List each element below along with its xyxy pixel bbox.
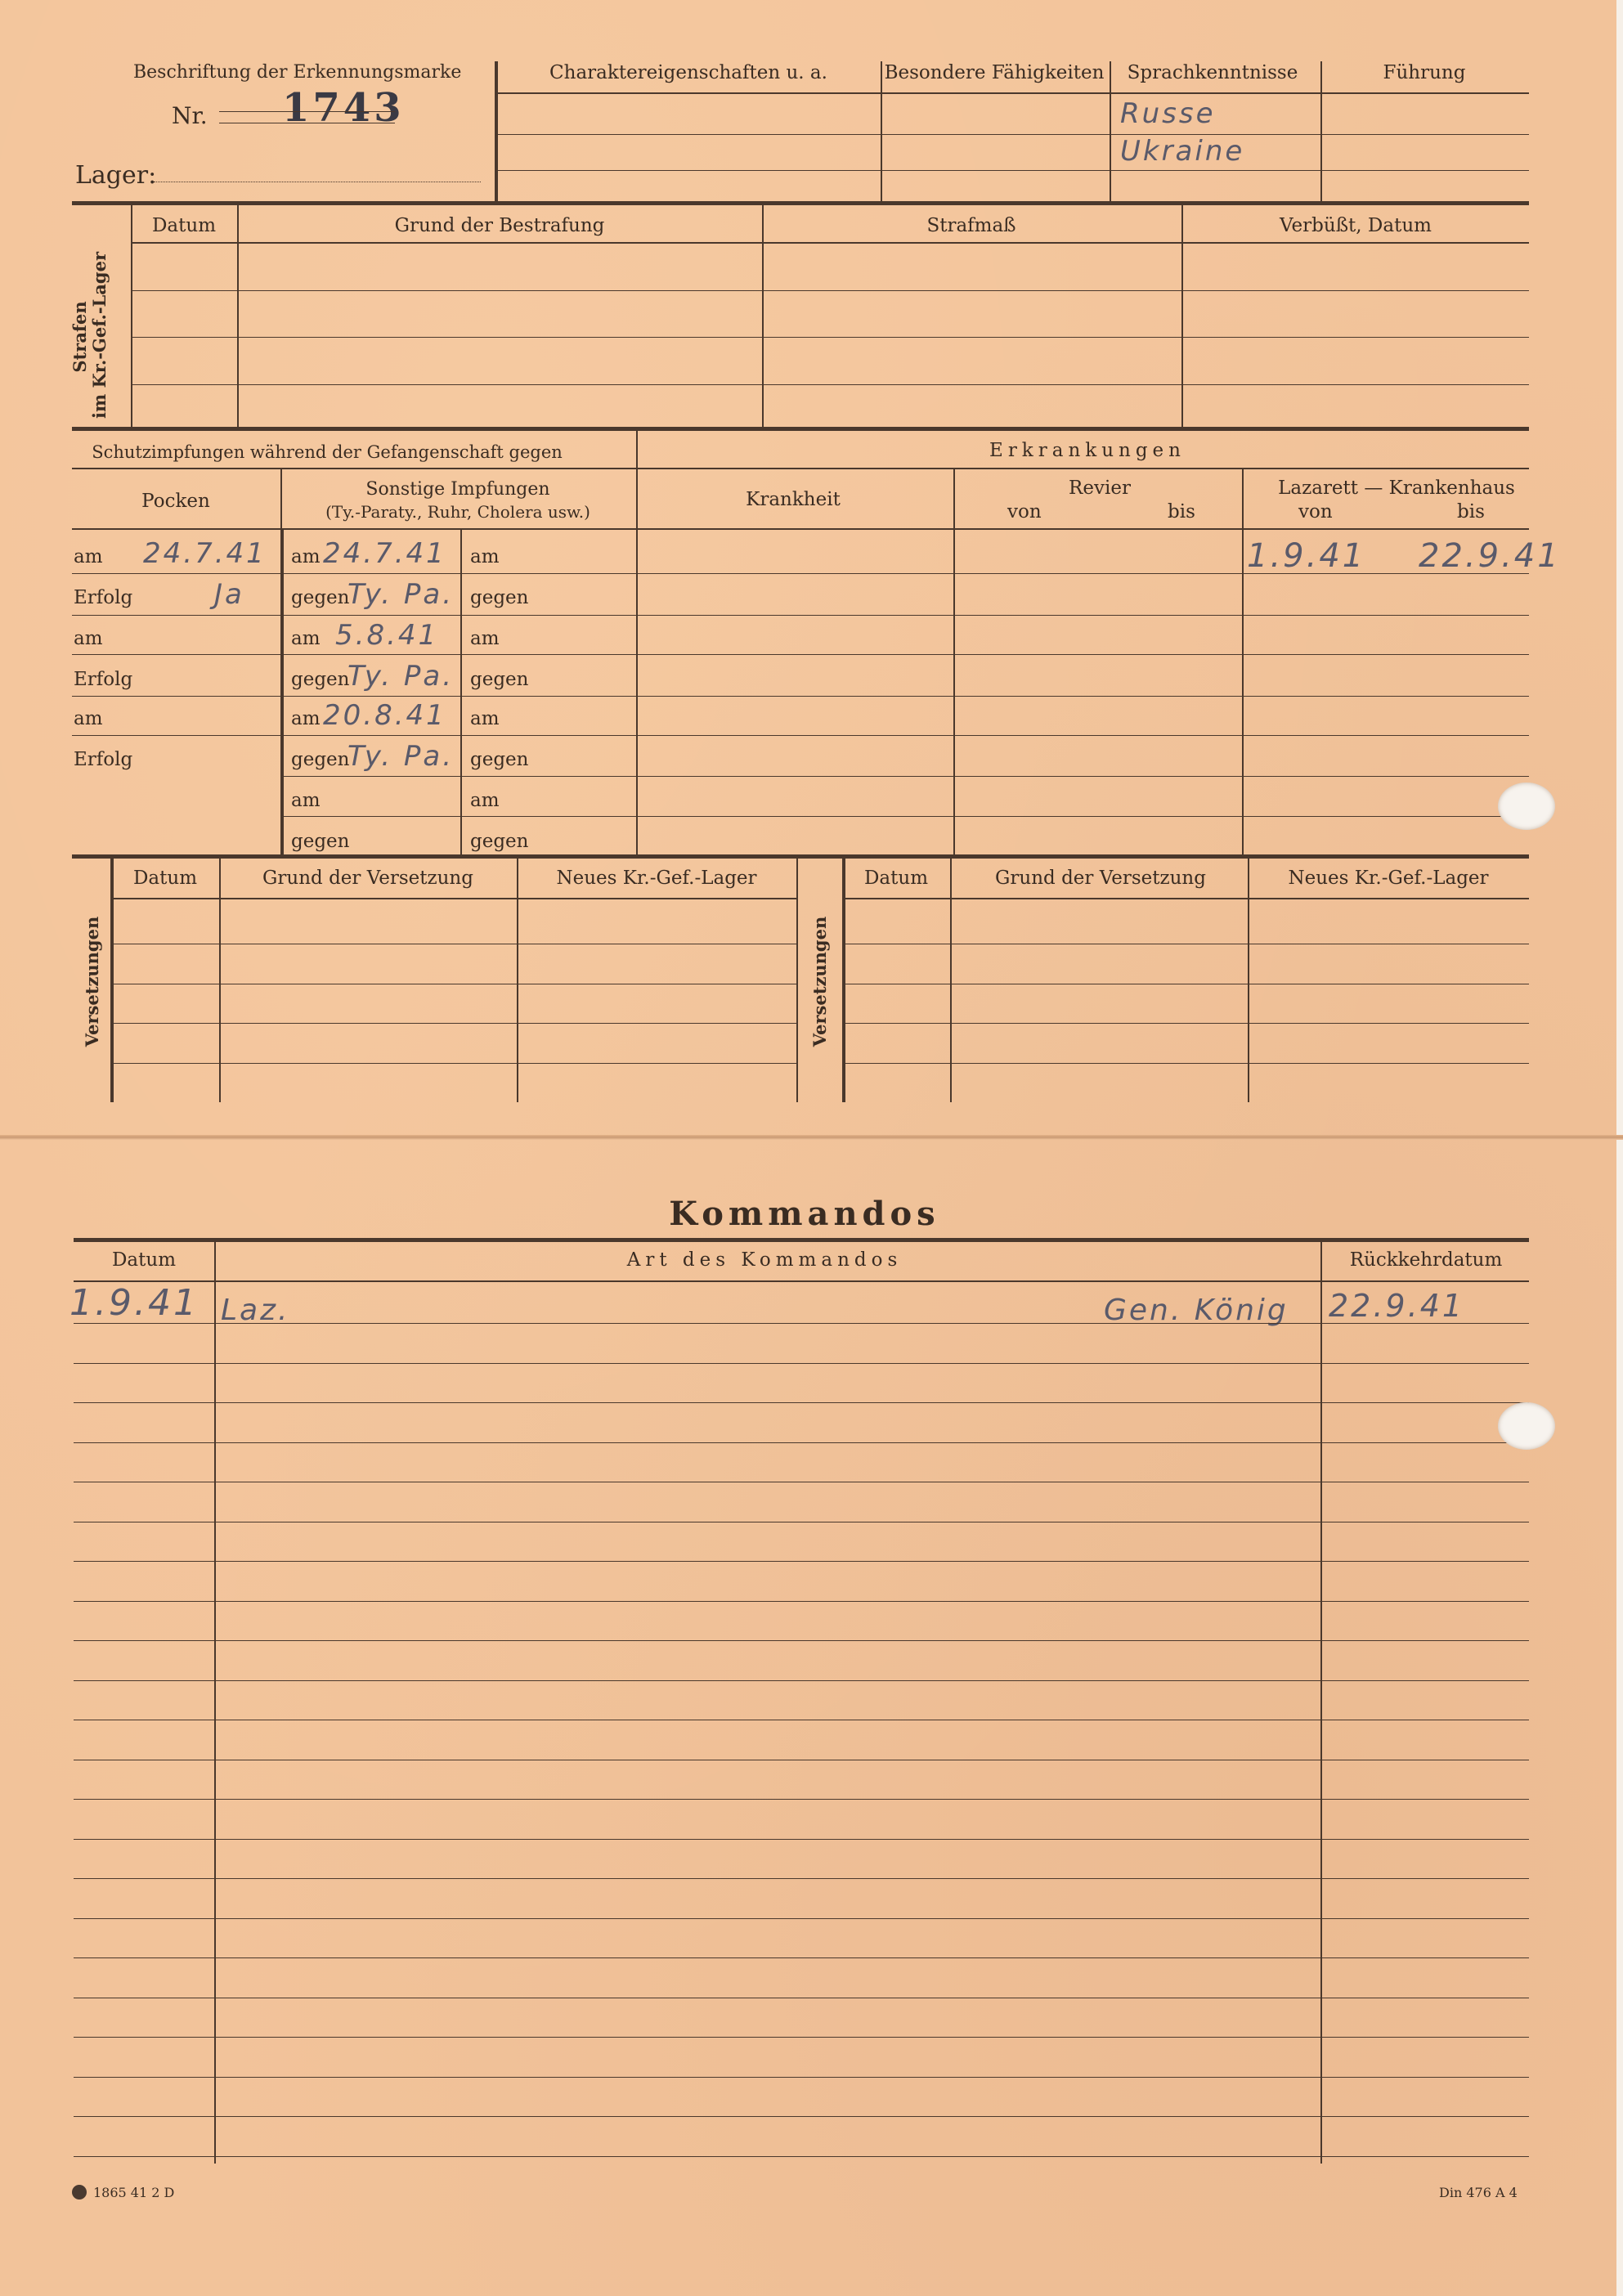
- kommandos-row1-art: Laz.: [221, 1294, 290, 1327]
- sonst2-gegen-1: gegen: [470, 587, 529, 608]
- sonst-am-value-3: 20.8.41: [323, 699, 446, 732]
- sonst-col-line: [460, 530, 462, 856]
- page-fold: [0, 1135, 1623, 1140]
- kommandos-col-line: [1320, 1240, 1322, 2164]
- header-row-line: [496, 170, 1529, 171]
- versetz-lager-right: Neues Kr.-Gef.-Lager: [1288, 868, 1489, 889]
- sonst-am-value-2: 5.8.41: [335, 619, 439, 652]
- strafen-row-line: [131, 242, 1529, 244]
- erkr-col-line: [1242, 469, 1244, 856]
- charakter-header: Charaktereigenschaften u. a.: [549, 62, 827, 83]
- sprache-entry-1: Russe: [1120, 97, 1216, 130]
- versetz-grund-right: Grund der Versetzung: [995, 868, 1206, 889]
- kommandos-row-line: [74, 1363, 1529, 1364]
- versetz-col-line: [110, 857, 114, 1102]
- erkr-grid-line: [636, 654, 1529, 655]
- impf-row-line: [72, 468, 1529, 469]
- pocken-erfolg-2: Erfolg: [74, 669, 133, 690]
- kommandos-row-line: [74, 1442, 1529, 1443]
- kommandos-row-line: [74, 2037, 1529, 2038]
- lazarett-bis-value: 22.9.41: [1419, 537, 1561, 575]
- versetz-row-line: [110, 1063, 797, 1064]
- revier-header: Revier: [1069, 478, 1131, 499]
- kommandos-row1-datum: 1.9.41: [69, 1282, 199, 1324]
- nr-value: 1743: [282, 85, 405, 131]
- versetz-row-line: [842, 1023, 1529, 1024]
- fuehrung-header: Führung: [1383, 62, 1466, 83]
- impf-grid-line: [72, 735, 636, 736]
- kommandos-row-line: [74, 1640, 1529, 1641]
- pocken-erfolg-1: Erfolg: [74, 587, 133, 608]
- strafen-strafmass-header: Strafmaß: [926, 215, 1016, 236]
- pocken-am-2: am: [74, 628, 103, 649]
- versetz-col-line: [219, 857, 221, 1102]
- sonst-gegen-1: gegen: [291, 587, 350, 608]
- erkr-grid-line: [636, 816, 1529, 817]
- sonst-am-2: am: [291, 628, 321, 649]
- kommandos-row1-rueckkehr: 22.9.41: [1329, 1288, 1465, 1324]
- sonst-am-3: am: [291, 708, 321, 729]
- kommandos-title: Kommandos: [669, 1195, 940, 1233]
- kommandos-header-line: [74, 1280, 1529, 1282]
- pocken-erfolg-value: Ja: [214, 578, 244, 611]
- kommandos-rueckkehr-header: Rückkehrdatum: [1349, 1249, 1503, 1271]
- kommandos-col-line: [214, 1240, 216, 2164]
- pocken-am-1: am: [74, 546, 103, 567]
- impf-row-line: [72, 528, 1529, 530]
- sonst2-am-4: am: [470, 790, 500, 811]
- erkr-grid-line: [636, 573, 1529, 574]
- strafen-row-line: [131, 290, 1529, 291]
- kommandos-row-line: [74, 1680, 1529, 1681]
- versetz-col-line: [1248, 857, 1249, 1102]
- sonst2-am-3: am: [470, 708, 500, 729]
- impf-grid-line: [72, 696, 636, 697]
- sonst-gegen-2: gegen: [291, 669, 350, 690]
- versetz-row-line: [842, 1063, 1529, 1064]
- sonst2-gegen-3: gegen: [470, 749, 529, 770]
- lager-label: Lager:: [75, 161, 157, 190]
- versetz-row-line: [110, 1023, 797, 1024]
- sonst2-gegen-2: gegen: [470, 669, 529, 690]
- lazarett-bis: bis: [1457, 501, 1485, 522]
- footer-right: Din 476 A 4: [1439, 2185, 1518, 2200]
- impf-grid-line: [72, 654, 636, 655]
- kommandos-art-header: Art des Kommandos: [626, 1249, 903, 1271]
- erkennungsmarke-label: Beschriftung der Erkennungsmarke: [133, 62, 462, 83]
- strafen-col-line: [1181, 203, 1183, 428]
- versetz-datum-right: Datum: [863, 868, 929, 889]
- strafen-row-line: [131, 384, 1529, 385]
- versetz-row-line: [842, 898, 1529, 899]
- versetz-col-line: [842, 857, 845, 1102]
- sonst-gegen-value-3: Ty. Pa.: [347, 740, 455, 773]
- kommandos-row-line: [74, 1323, 1529, 1324]
- erkr-grid-line: [636, 696, 1529, 697]
- erkr-grid-line: [636, 735, 1529, 736]
- header-row-line: [496, 134, 1529, 135]
- erkr-grid-line: [636, 615, 1529, 616]
- versetzungen-side-label-left: Versetzungen: [82, 916, 102, 1047]
- strafen-side-label: Strafen im Kr.-Gef.-Lager: [69, 251, 110, 419]
- kommandos-top-line: [74, 1238, 1529, 1242]
- kommandos-row-line: [74, 2116, 1529, 2117]
- kommandos-row-line: [74, 1402, 1529, 1403]
- versetz-col-line: [517, 857, 518, 1102]
- versetz-datum-left: Datum: [132, 868, 198, 889]
- sonst-col-line: [282, 530, 284, 856]
- versetz-col-line: [950, 857, 952, 1102]
- kommandos-row-line: [74, 1601, 1529, 1602]
- sonst-gegen-4: gegen: [291, 831, 350, 852]
- faehigkeiten-header: Besondere Fähigkeiten: [884, 62, 1105, 83]
- sonstige-header-1: Sonstige Impfungen: [365, 479, 550, 500]
- section-divider: [72, 201, 1529, 205]
- sonst-gegen-value-1: Ty. Pa.: [347, 578, 455, 611]
- kommandos-row1-note: Gen. König: [1104, 1294, 1289, 1327]
- lazarett-von-value: 1.9.41: [1247, 537, 1366, 575]
- header-divider: [1110, 61, 1111, 202]
- header-divider: [881, 61, 882, 202]
- versetz-col-line: [796, 857, 798, 1102]
- sonst2-am-1: am: [470, 546, 500, 567]
- sonst-am-value-1: 24.7.41: [323, 537, 446, 570]
- kommandos-row-line: [74, 2077, 1529, 2078]
- pocken-am-value: 24.7.41: [143, 537, 267, 570]
- header-divider: [1320, 61, 1322, 202]
- header-divider: [495, 61, 498, 202]
- erkrankungen-header: Erkrankungen: [989, 440, 1186, 461]
- kommandos-row-line: [74, 1799, 1529, 1800]
- strafen-col-line: [762, 203, 764, 428]
- lazarett-von: von: [1298, 501, 1333, 522]
- section-divider: [72, 427, 1529, 431]
- impf-grid-line: [282, 776, 636, 777]
- kommandos-row-line: [74, 1839, 1529, 1840]
- sonst2-gegen-4: gegen: [470, 831, 529, 852]
- revier-bis: bis: [1168, 501, 1195, 522]
- versetz-lager-left: Neues Kr.-Gef.-Lager: [556, 868, 757, 889]
- kommandos-row-line: [74, 1878, 1529, 1879]
- sonstige-header-2: (Ty.-Paraty., Ruhr, Cholera usw.): [325, 502, 590, 522]
- kommandos-row-line: [74, 1957, 1529, 1958]
- strafen-col-line: [237, 203, 239, 428]
- krankheit-header: Krankheit: [746, 489, 841, 510]
- strafen-datum-header: Datum: [151, 215, 217, 236]
- punch-hole: [1498, 1402, 1555, 1450]
- kommandos-row-line: [74, 2156, 1529, 2157]
- impfungen-header: Schutzimpfungen während der Gefangenschaft gegen: [92, 442, 563, 462]
- kommandos-row-line: [74, 1918, 1529, 1919]
- sprache-entry-2: Ukraine: [1120, 135, 1245, 168]
- sonst-gegen-3: gegen: [291, 749, 350, 770]
- kommandos-datum-header: Datum: [111, 1249, 177, 1271]
- strafen-col-line: [131, 203, 132, 428]
- pocken-erfolg-3: Erfolg: [74, 749, 133, 770]
- impf-erkr-divider: [636, 429, 638, 856]
- footer-left: 1865 41 2 D: [93, 2185, 175, 2200]
- header-row-line: [496, 92, 1529, 94]
- impf-grid-line: [282, 816, 636, 817]
- nr-underline: [219, 111, 395, 112]
- strafen-row-line: [131, 337, 1529, 338]
- impf-grid-line: [72, 573, 636, 574]
- versetz-grund-left: Grund der Versetzung: [262, 868, 473, 889]
- erkr-grid-line: [636, 776, 1529, 777]
- versetzungen-side-label-right: Versetzungen: [809, 916, 830, 1047]
- erkr-col-line: [953, 469, 955, 856]
- pocken-am-3: am: [74, 708, 103, 729]
- pocken-header: Pocken: [141, 491, 210, 512]
- strafen-verbuesst-header: Verbüßt, Datum: [1280, 215, 1432, 236]
- sonst-am-4: am: [291, 790, 321, 811]
- sprachkenntnisse-header: Sprachkenntnisse: [1127, 62, 1298, 83]
- strafen-grund-header: Grund der Bestrafung: [394, 215, 605, 236]
- kommandos-row-line: [74, 1561, 1529, 1562]
- sonst2-am-2: am: [470, 628, 500, 649]
- impf-grid-line: [72, 615, 636, 616]
- section-divider: [72, 854, 1529, 859]
- punch-hole: [1498, 783, 1555, 830]
- sonst-am-1: am: [291, 546, 321, 567]
- nr-label: Nr.: [172, 102, 208, 129]
- page-edge: [1616, 0, 1623, 2296]
- revier-von: von: [1007, 501, 1042, 522]
- sonst-gegen-value-2: Ty. Pa.: [347, 660, 455, 693]
- versetz-row-line: [110, 898, 797, 899]
- lazarett-header: Lazarett — Krankenhaus: [1278, 478, 1515, 499]
- printer-mark-icon: [72, 2185, 87, 2200]
